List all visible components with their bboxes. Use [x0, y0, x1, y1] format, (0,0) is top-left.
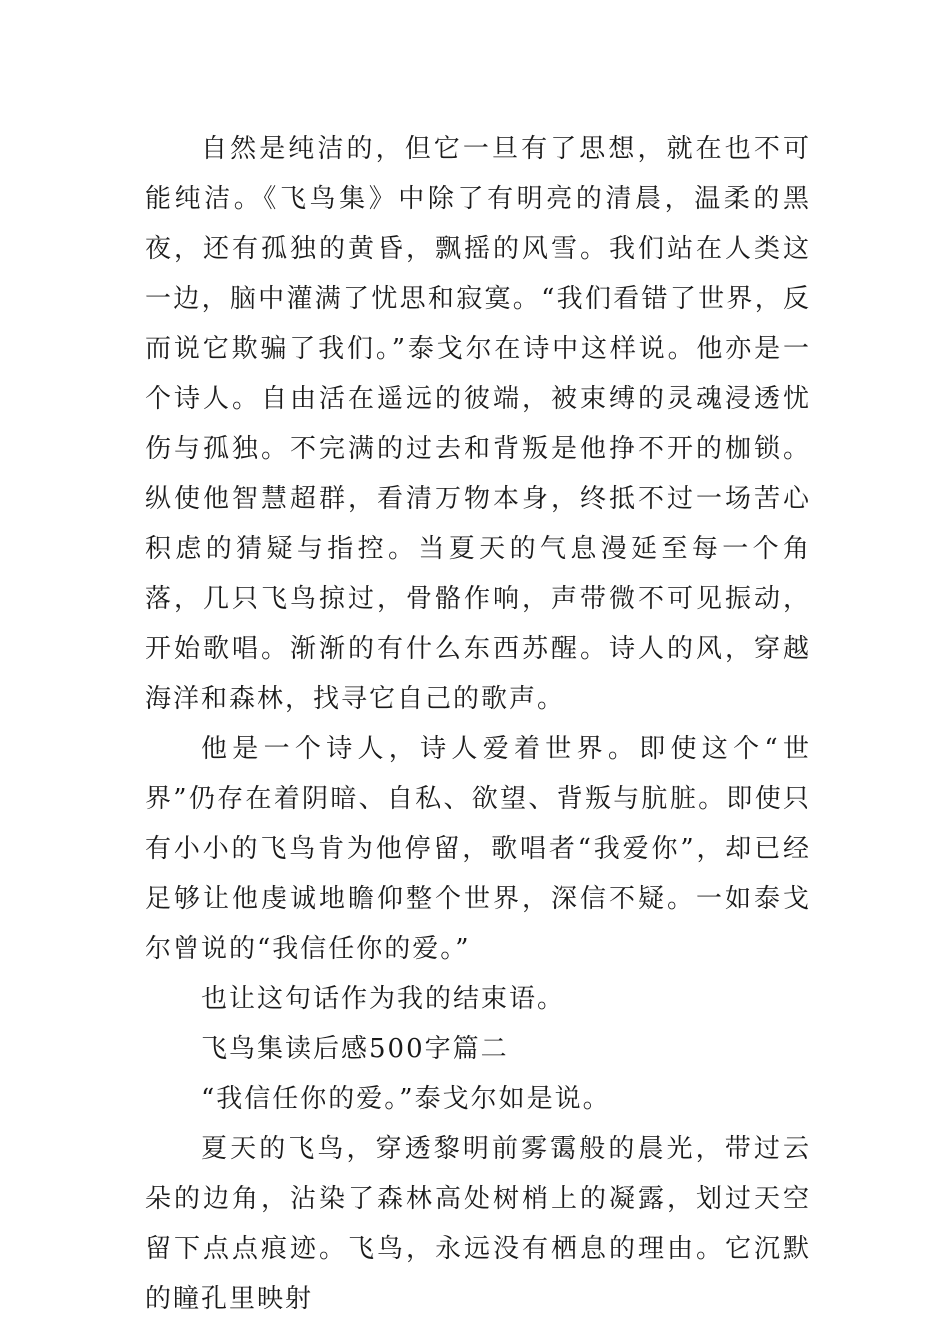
document-body	[145, 124, 811, 1324]
paragraph: “我信任你的爱。”泰戈尔如是说。	[201, 1084, 611, 1114]
paragraph: 也让这句话作为我的结束语。	[201, 984, 566, 1014]
paragraph: 他是一个诗人，诗人爱着世界。即使这个“世界”仍存在着阴暗、自私、欲望、背叛与肮脏。即使只有小小的飞鸟肯为他停留，歌唱者“我爱你”，却已经足够让他虔诚地瞻仰整个世界，深信不疑。一如泰戈尔曾说的“我信任你的爱。”	[145, 734, 811, 964]
section-heading: 飞鸟集读后感500字篇二	[201, 1034, 509, 1064]
paragraph: 自然是纯洁的，但它一旦有了思想，就在也不可能纯洁。《飞鸟集》中除了有明亮的清晨，温柔的黑夜，还有孤独的黄昏，飘摇的风雪。我们站在人类这一边，脑中灌满了忧思和寂寞。“我们看错了世界，反而说它欺骗了我们。”泰戈尔在诗中这样说。他亦是一个诗人。自由活在遥远的彼端，被束缚的灵魂浸透忧伤与孤独。不完满的过去和背叛是他挣不开的枷锁。纵使他智慧超群，看清万物本身，终抵不过一场苦心积虑的猜疑与指控。当夏天的气息漫延至每一个角落，几只飞鸟掠过，骨骼作响，声带微不可见振动，开始歌唱。渐渐的有什么东西苏醒。诗人的风，穿越海洋和森林，找寻它自己的歌声。	[145, 134, 811, 714]
paragraph: 夏天的飞鸟，穿透黎明前雾霭般的晨光，带过云朵的边角，沾染了森林高处树梢上的凝露，划过天空留下点点痕迹。飞鸟，永远没有栖息的理由。它沉默的瞳孔里映射	[145, 1134, 811, 1314]
